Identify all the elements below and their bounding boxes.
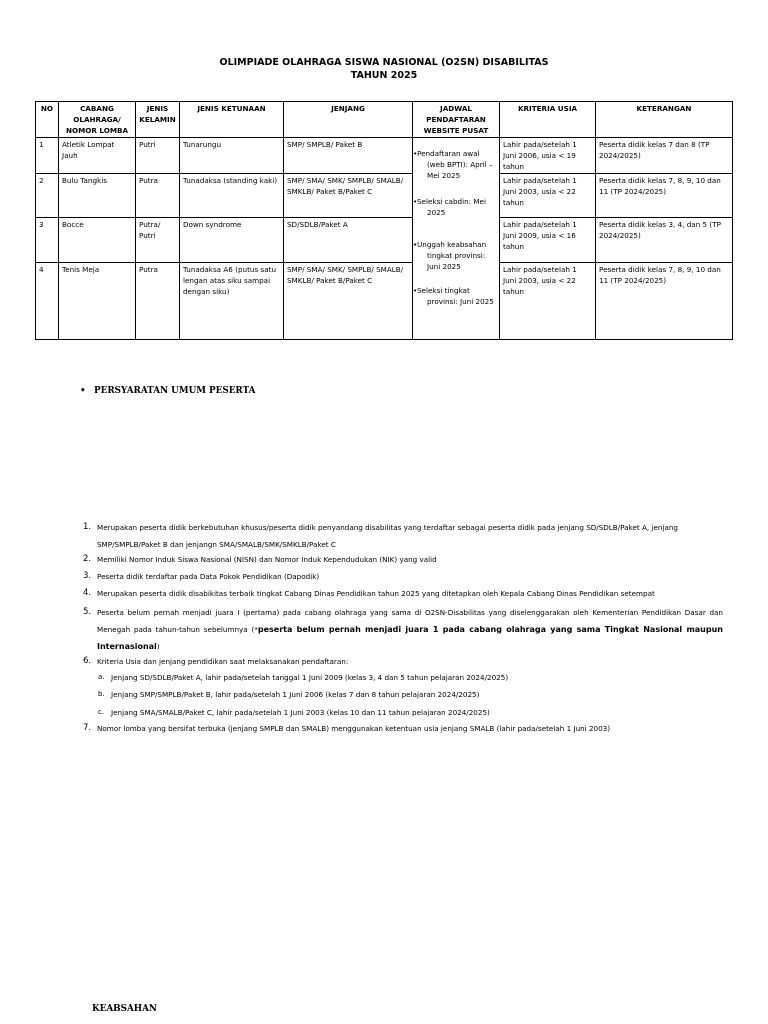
cell-jenjang: SMP/ SMA/ SMK/ SMPLB/ SMALB/ SMKLB/ Paket B/Paket C [284,263,413,340]
bullet-icon: • [413,149,418,158]
cell-jenis-kelamin: Putra [136,174,180,218]
schedule-item: • Pendaftaran awal (web BPTI): April – Mei 2025 [413,149,493,180]
cell-jenis-kelamin: Putra [136,263,180,340]
header-jenjang: JENJANG [284,102,413,138]
schedule-item: • Unggah keabsahan tingkat provinsi: Juni 2025 [413,240,487,271]
cell-kriteria-usia: Lahir pada/setelah 1 Juni 2003, usia < 22 tahun [500,174,596,218]
header-jadwal: JADWAL PENDAFTARAN WEBSITE PUSAT [413,102,500,138]
header-cabang: CABANG OLAHRAGA/ NOMOR LOMBA [59,102,136,138]
header-jenis-kelamin: JENIS KELAMIN [136,102,180,138]
table-row [36,174,733,218]
header-keterangan: KETERANGAN [596,102,733,138]
document-title: OLIMPIADE OLAHRAGA SISWA NASIONAL (O2SN) DISABILITAS [219,57,549,68]
cell-kriteria-usia: Lahir pada/setelah 1 Juni 2009, usia < 16 tahun [500,218,596,263]
bullet-icon: • [413,197,418,206]
header-no: NO [36,102,59,138]
bullet-icon: • [80,386,86,396]
header-jenis-ketunaan: JENIS KETUNAAN [180,102,284,138]
bullet-icon: • [413,286,418,295]
requirement-item: 1. Merupakan peserta didik berkebutuhan khusus/peserta didik penyandang disabilitas yang terdaftar sebagai peserta didik pada jenjang SD/SDLB/Paket A, jenjang SMP/SMPLB/Paket B dan jenjangn SMA/SMALB/SMK/SMKLB/Paket C [83,522,678,549]
table-row [36,263,733,340]
cell-no: 1 [36,138,59,174]
cell-cabang: Tenis Meja [59,263,136,340]
table-header-row [36,102,733,138]
requirement-item: 7. Nomor lomba yang bersifat terbuka (jenjang SMPLB dan SMALB) menggunakan ketentuan usia jenjang SMALB (lahir pada/setelah 1 Juni 2003) [83,723,611,733]
cell-jenjang: SMP/ SMPLB/ Paket B [284,138,413,174]
requirement-subitem: a. Jenjang SD/SDLB/Paket A, lahir pada/setelah tanggal 1 Juni 2009 (kelas 3, 4 dan 5 tahun pelajaran 2024/2025) [98,673,509,682]
requirement-item: 5. Peserta belum pernah menjadi juara I (pertama) pada cabang olahraga yang sama di O2SN-Disabilitas yang diselenggarakan oleh Kementerian Pendidikan Dasar dan Menegah pada tahun-tahun sebelumnya (*peserta belum pernah menjadi juara 1 pada cabang olahraga yang sama Tingkat Nasional maupun Internasional) [83,607,723,651]
cell-cabang: Bocce [59,218,136,263]
cell-jadwal-pendaftaran [413,138,500,340]
table-row [36,218,733,263]
cell-jenjang: SMP/ SMA/ SMK/ SMPLB/ SMALB/ SMKLB/ Paket B/Paket C [284,174,413,218]
cell-jenis-kelamin: Putra/ Putri [136,218,180,263]
cell-no: 4 [36,263,59,340]
cell-cabang: Atletik Lompat Jauh [59,138,136,174]
cell-jenis-kelamin: Putri [136,138,180,174]
requirement-subitem: c. Jenjang SMA/SMALB/Paket C, lahir pada/setelah 1 Juni 2003 (kelas 10 dan 11 tahun pelajaran 2024/2025) [98,708,490,717]
requirement-item: 4. Merupakan peserta didik disabikitas terbaik tingkat Cabang Dinas Pendidikan tahun 2025 yang ditetapkan oleh Kepala Cabang Dinas Pendidikan setempat [83,588,655,598]
document-subtitle: TAHUN 2025 [350,70,418,81]
requirement-item: 6. Kriteria Usia dan jenjang pendidikan saat melaksanakan pendaftaran: [83,656,349,666]
cell-ketunaan: Tunadaksa (standing kaki) [180,174,284,218]
cell-keterangan: Peserta didik kelas 3, 4, dan 5 (TP 2024/2025) [596,218,733,263]
cell-ketunaan: Tunadaksa A6 (putus satu lengan atas siku sampai dengan siku) [180,263,284,340]
requirement-item: 2. Memiliki Nomor Induk Siswa Nasional (NISN) dan Nomor Induk Kependudukan (NIK) yang valid [83,554,437,564]
cell-ketunaan: Down syndrome [180,218,284,263]
footer-heading: KEABSAHAN [92,1004,157,1014]
bullet-icon: • [413,240,418,249]
cell-kriteria-usia: Lahir pada/setelah 1 Juni 2006, usia < 19 tahun [500,138,596,174]
cell-keterangan: Peserta didik kelas 7, 8, 9, 10 dan 11 (TP 2024/2025) [596,263,733,340]
cell-no: 2 [36,174,59,218]
schedule-item: • Seleksi tingkat provinsi: Juni 2025 [413,286,494,306]
section-heading-text: PERSYARATAN UMUM PESERTA [94,386,256,396]
cell-no: 3 [36,218,59,263]
cell-kriteria-usia: Lahir pada/setelah 1 Juni 2003, usia < 22 tahun [500,263,596,340]
cell-ketunaan: Tunarungu [180,138,284,174]
header-kriteria-usia: KRITERIA USIA [500,102,596,138]
schedule-item: • Seleksi cabdin: Mei 2025 [413,197,486,217]
cell-keterangan: Peserta didik kelas 7, 8, 9, 10 dan 11 (TP 2024/2025) [596,174,733,218]
table-row [36,138,733,174]
cell-cabang: Bulu Tangkis [59,174,136,218]
competition-table [35,101,733,340]
requirement-item: 3. Peserta didik terdaftar pada Data Pokok Pendidikan (Dapodik) [83,571,320,581]
cell-keterangan: Peserta didik kelas 7 dan 8 (TP 2024/2025) [596,138,733,174]
requirement-subitem: b. Jenjang SMP/SMPLB/Paket B, lahir pada/setelah 1 Juni 2006 (kelas 7 dan 8 tahun pelajaran 2024/2025) [98,690,480,699]
cell-jenjang: SD/SDLB/Paket A [284,218,413,263]
